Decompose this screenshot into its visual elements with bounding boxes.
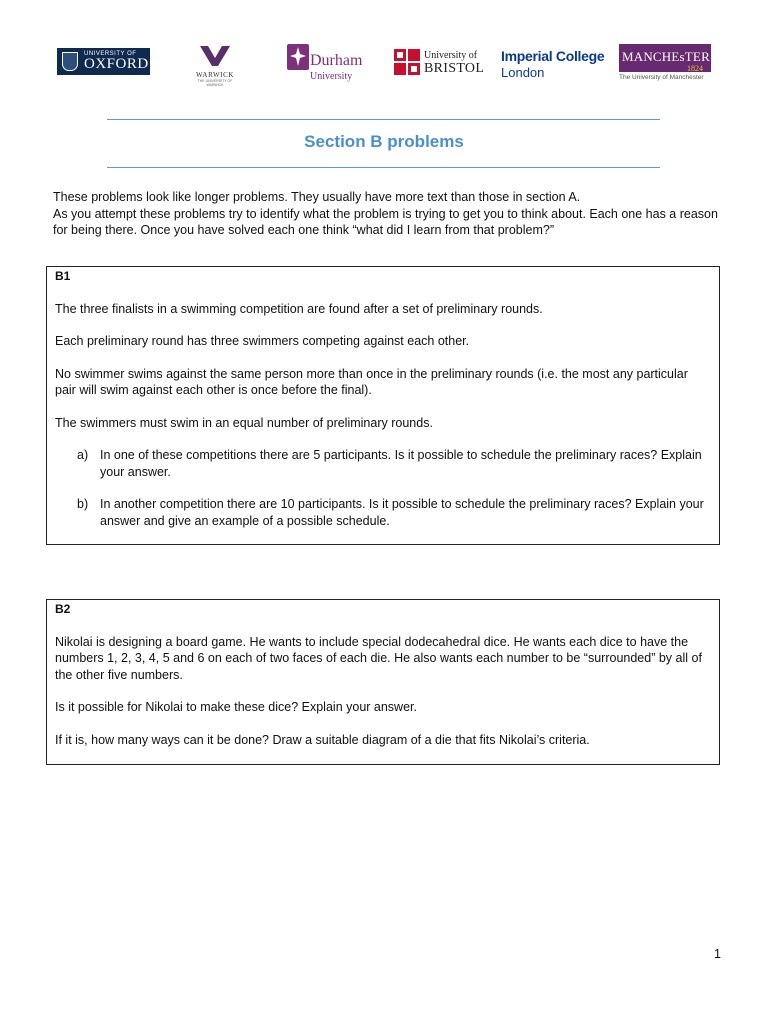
bristol-crest-icon (394, 49, 420, 75)
imperial-logo-line2: London (501, 65, 545, 80)
bristol-logo-line1: University of (424, 50, 478, 61)
oxford-logo-line1: UNIVERSITY OF (84, 51, 137, 57)
problem-b1-label: B1 (55, 269, 71, 283)
manchester-logo-year: 1824 (687, 64, 703, 73)
durham-cross-icon (287, 44, 309, 70)
imperial-logo (501, 48, 606, 80)
manchester-logo-sub: The University of Manchester (619, 74, 704, 81)
intro-line-1: These problems look like longer problems. They usually have more text than those in section A. (53, 190, 581, 204)
b1-part-b-marker: b) (77, 497, 89, 511)
oxford-logo (57, 48, 150, 75)
b1-part-b-text: In another competition there are 10 participants. Is it possible to schedule the preliminary races? Explain your answer and give an example of a possible schedule. (100, 497, 704, 528)
b2-paragraph-2: Is it possible for Nikolai to make these dice? Explain your answer. (55, 700, 417, 714)
b2-paragraph-3: If it is, how many ways can it be done? Draw a suitable diagram of a die that fits Nikolai’s criteria. (55, 732, 590, 747)
b1-paragraph-2: Each preliminary round has three swimmers competing against each other. (55, 334, 470, 348)
b1-paragraph-4: The swimmers must swim in an equal number of preliminary rounds. (55, 415, 433, 430)
b1-part-b (55, 496, 711, 529)
warwick-w-icon (200, 46, 230, 66)
bristol-logo (394, 49, 489, 77)
b1-paragraph-1: The three finalists in a swimming competition are found after a set of preliminary rounds. (55, 301, 543, 316)
problem-b2-label: B2 (55, 602, 71, 616)
durham-logo-name: Durham (310, 52, 363, 69)
imperial-logo-line1: Imperial College (501, 48, 605, 64)
b1-paragraph-3: No swimmer swims against the same person more than once in the preliminary rounds (i.e. the most any particular pair will swim against each other is once before the final). (55, 366, 688, 397)
manchester-logo (619, 44, 713, 81)
oxford-logo-line2: OXFORD (84, 56, 149, 72)
intro-line-2: As you attempt these problems try to identify what the problem is trying to get you to think about. Each one has a reason for being there. Once you have solved each one think “what did I learn from that problem?” (53, 206, 718, 237)
b2-paragraph-1: Nikolai is designing a board game. He wants to include special dodecahedral dice. He wants each dice to have the numbers 1, 2, 3, 4, 5 and 6 on each of two faces of each die. He also wants each number to be “surrounded” by all of the other five numbers. (55, 634, 702, 682)
warwick-logo-sub: THE UNIVERSITY OF WARWICK (197, 79, 233, 87)
bristol-logo-line2: BRISTOL (424, 61, 485, 76)
title-bottom-rule (107, 167, 660, 168)
b1-part-a-text: In one of these competitions there are 5 participants. Is it possible to schedule the preliminary races? Explain your answer. (100, 448, 702, 479)
durham-logo-sub: University (310, 71, 353, 82)
partner-logos (0, 40, 768, 85)
page-title: Section B problems (304, 132, 464, 151)
intro-text (53, 189, 723, 239)
manchester-logo-name: MANCHEsTER (622, 49, 710, 64)
b1-part-a (55, 447, 711, 480)
durham-logo (287, 44, 372, 82)
warwick-logo (192, 46, 238, 87)
warwick-logo-name: WARWICK (195, 71, 235, 79)
page-number: 1 (714, 947, 721, 961)
title-top-rule (107, 119, 660, 120)
problem-b2 (46, 599, 720, 765)
problem-b1 (46, 266, 720, 545)
b1-part-a-marker: a) (77, 448, 89, 462)
oxford-crest-icon (62, 52, 78, 71)
